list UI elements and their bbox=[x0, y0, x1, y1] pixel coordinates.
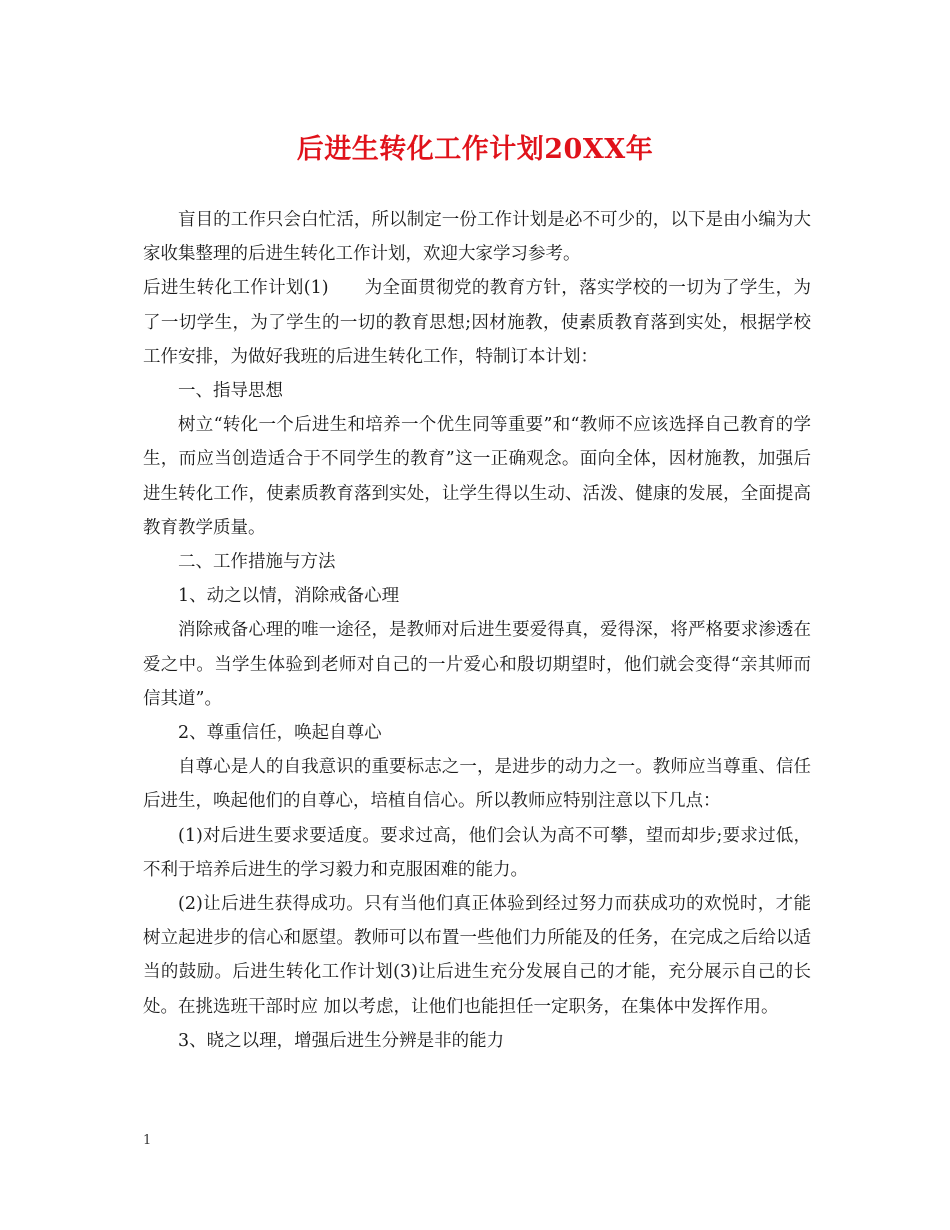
section-heading: 二、工作措施与方法 bbox=[178, 552, 336, 573]
subsection-heading: 3、晓之以理，增强后进生分辨是非的能力 bbox=[178, 1030, 505, 1051]
paragraph: 自尊心是人的自我意识的重要标志之一，是进步的动力之一。教师应当尊重、信任后进生，唤起他们的自尊心，培植自信心。所以教师应特别注意以下几点： bbox=[143, 757, 811, 812]
paragraph: 盲目的工作只会白忙活，所以制定一份工作计划是必不可少的，以下是由小编为大家收集整理的后进生转化工作计划，欢迎大家学习参考。 bbox=[143, 210, 811, 265]
paragraph: 后进生转化工作计划(1) 为全面贯彻党的教育方针，落实学校的一切为了学生，为了一切学生，为了学生的一切的教育思想;因材施教，使素质教育落到实处，根据学校工作安排，为做好我班的后进生转化工作，特制订本计划： bbox=[143, 278, 811, 367]
subsection-heading: 2、尊重信任，唤起自尊心 bbox=[178, 723, 382, 744]
page-number: 1 bbox=[143, 1133, 152, 1148]
section-heading: 一、指导思想 bbox=[178, 381, 283, 402]
paragraph: (1)对后进生要求要适度。要求过高，他们会认为高不可攀，望而却步;要求过低，不利于培养后进生的学习毅力和克服困难的能力。 bbox=[143, 825, 811, 880]
document-title: 后进生转化工作计划20XX年 bbox=[296, 134, 654, 165]
document-body bbox=[143, 203, 811, 1058]
paragraph: 消除戒备心理的唯一途径，是教师对后进生要爱得真，爱得深，将严格要求渗透在爱之中。当学生体验到老师对自己的一片爱心和殷切期望时，他们就会变得“亲其师而信其道”。 bbox=[143, 620, 811, 709]
paragraph: 树立“转化一个后进生和培养一个优生同等重要”和“教师不应该选择自己教育的学生，而应当创造适合于不同学生的教育”这一正确观念。面向全体，因材施教，加强后进生转化工作，使素质教育落到实处，让学生得以生动、活泼、健康的发展，全面提高教育教学质量。 bbox=[143, 415, 811, 538]
paragraph: (2)让后进生获得成功。只有当他们真正体验到经过努力而获成功的欢悦时，才能树立起进步的信心和愿望。教师可以布置一些他们力所能及的任务，在完成之后给以适当的鼓励。后进生转化工作计划(3)让后进生充分发展自己的才能，充分展示自己的长处。在挑选班干部时应 加以考虑，让他们也能担任一定职务，在集体中发挥作用。 bbox=[143, 894, 811, 1017]
subsection-heading: 1、动之以情，消除戒备心理 bbox=[178, 586, 400, 607]
